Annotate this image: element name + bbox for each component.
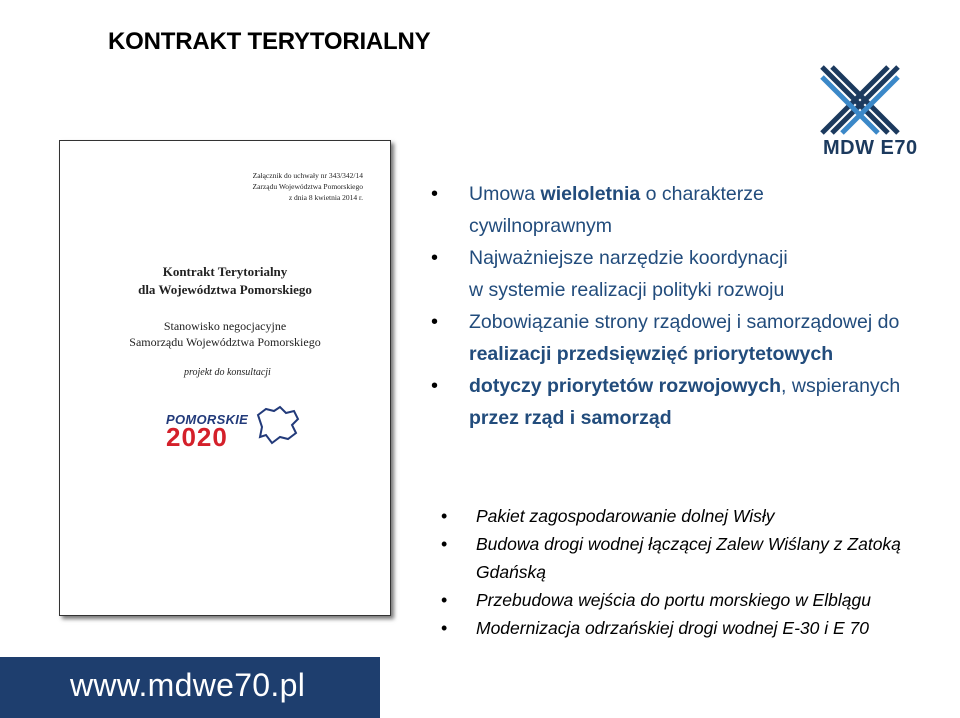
slide-title: KONTRAKT TERYTORIALNY — [108, 28, 431, 55]
pomorskie-map-icon — [256, 405, 300, 445]
list-item: • Umowa wieloletnia o charakterze cywilnoprawnym — [431, 178, 901, 242]
list-item: • Pakiet zagospodarowanie dolnej Wisły — [441, 502, 921, 530]
doc-heading-2: dla Województwa Pomorskiego — [138, 282, 312, 297]
projects-bullet-list — [441, 502, 921, 642]
document-thumbnail — [59, 140, 391, 616]
main-bullet-list — [431, 178, 901, 434]
list-item: • Najważniejsze narzędzie koordynacji w systemie realizacji polityki rozwoju — [431, 242, 901, 306]
doc-heading-1: Kontrakt Terytorialny — [162, 264, 288, 279]
list-item: • Modernizacja odrzańskiej drogi wodnej E-30 i E 70 — [441, 614, 921, 642]
list-item: • Budowa drogi wodnej łączącej Zalew Wiślany z Zatoką Gdańską — [441, 530, 921, 586]
list-item: • Zobowiązanie strony rządowej i samorządowej do realizacji przedsięwzięć priorytetowych — [431, 306, 901, 370]
brand-year: 2020 — [166, 422, 228, 452]
list-item: • Przebudowa wejścia do portu morskiego w Elblągu — [441, 586, 921, 614]
annex-line-1: Załącznik do uchwały nr 343/342/14 — [252, 171, 363, 180]
doc-subheading-2: Samorządu Województwa Pomorskiego — [129, 335, 321, 349]
logo-text: MDW E70 — [823, 137, 918, 159]
doc-note: projekt do konsultacji — [184, 367, 271, 378]
footer-bar — [0, 657, 380, 718]
annex-line-2: Zarządu Województwa Pomorskiego — [252, 182, 363, 191]
footer-url[interactable]: www.mdwe70.pl — [70, 667, 306, 703]
doc-subheading-1: Stanowisko negocjacyjne — [163, 319, 287, 333]
brand-top: POMORSKIE — [166, 412, 249, 427]
list-item: • dotyczy priorytetów rozwojowych, wspieranych przez rząd i samorząd — [431, 370, 901, 434]
annex-line-3: z dnia 8 kwietnia 2014 r. — [288, 193, 363, 202]
